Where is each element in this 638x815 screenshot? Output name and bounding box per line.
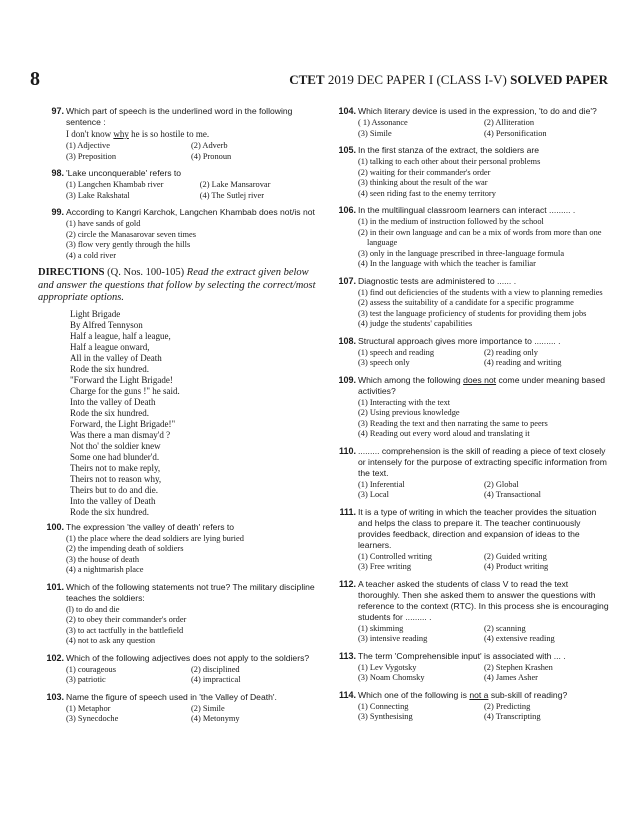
question-97 <box>38 106 316 162</box>
title-mid: 2019 DEC PAPER I (CLASS I-V) <box>324 72 511 87</box>
question-105 <box>330 145 610 199</box>
directions-label: DIRECTIONS <box>38 267 105 278</box>
directions-text: Read the extract given below and answer the questions that follow by selecting the correct/most appropriate options. <box>38 267 316 303</box>
option: (3) Reading the text and then narrating the same to peers <box>358 418 548 428</box>
question-100 <box>38 522 316 576</box>
option: (1) courageous <box>66 664 116 674</box>
option: (1) skimming <box>358 623 404 633</box>
option: (2) Guided writing <box>484 551 547 561</box>
poem-line: Rode the six hundred. <box>70 506 149 517</box>
option: (4) Transcripting <box>484 712 541 721</box>
option: (3) flow very gently through the hills <box>66 240 191 249</box>
question-text: The term 'Comprehensible input' is associated with ... . <box>358 650 566 661</box>
poem-line: Not tho' the soldier knew <box>70 440 161 451</box>
question-111 <box>330 507 610 573</box>
options <box>358 157 610 199</box>
question-number: 106. <box>338 205 356 215</box>
option: (2) circle the Manasarovar seven times <box>66 229 196 239</box>
sentence-pre: I don't know <box>66 129 114 139</box>
option: (2) Predicting <box>484 701 531 711</box>
poem-line: Into the valley of Death <box>70 495 156 506</box>
question-text: In the multilingual classroom learners can interact ......... . <box>358 205 576 215</box>
option: (3) speech only <box>358 358 410 367</box>
question-number: 99. <box>51 207 64 217</box>
option: (4) not to ask any question <box>66 636 156 645</box>
option: (4) The Sutlej river <box>199 190 264 200</box>
question-text: Name the figure of speech used in 'the Valley of Death'. <box>66 691 277 702</box>
option: (3) test the language proficiency of students for providing them jobs <box>358 308 587 318</box>
options <box>358 348 610 369</box>
question-number: 98. <box>51 168 64 178</box>
question-text: In the first stanza of the extract, the soldiers are <box>358 145 540 155</box>
options <box>358 663 610 684</box>
question-text: A teacher asked the students of class V to read the text thoroughly. Then she asked them to answer the questions with reference to the context (RTC). In this process she is encouraging students for ......... . <box>358 578 609 622</box>
options <box>66 534 316 576</box>
option: (4) seen riding fast to the enemy territory <box>358 188 496 198</box>
question-number: 114. <box>338 689 356 700</box>
question-113 <box>330 651 610 684</box>
poem-line: "Forward the Light Brigade! <box>70 374 173 385</box>
option: (1) in the medium of instruction followed by the school <box>358 217 544 226</box>
options <box>66 665 316 686</box>
page-header <box>30 68 608 94</box>
question-number: 105. <box>338 145 356 155</box>
option: (4) Reading out every word aloud and translating it <box>358 429 530 438</box>
options <box>358 217 610 270</box>
question-number: 107. <box>338 275 356 286</box>
question-text-underlined: does not <box>463 374 497 385</box>
options <box>358 480 610 501</box>
question-104 <box>330 106 610 139</box>
option: (2) reading only <box>484 347 538 357</box>
option: (1) talking to each other about their personal problems <box>358 157 541 166</box>
option: (2) scanning <box>484 623 526 633</box>
option: (3) Synthesising <box>358 712 413 721</box>
option: (2) assess the suitability of a candidate for a specific programme <box>358 298 574 307</box>
question-text-post: come under meaning based activities? <box>358 374 606 396</box>
sentence-post: he is so hostile to me. <box>128 129 210 139</box>
question-number: 113. <box>338 650 356 661</box>
option: (1) the place where the dead soldiers are lying buried <box>66 533 244 543</box>
question-108 <box>330 336 610 369</box>
option: (1) Controlled writing <box>358 551 432 561</box>
option: (1) find out deficiencies of the students with a view to planning remedies <box>358 287 603 297</box>
options <box>358 624 610 645</box>
left-column <box>38 106 316 731</box>
question-103 <box>38 692 316 725</box>
title-bold-2: SOLVED PAPER <box>510 72 608 87</box>
option: (1) Interacting with the text <box>358 397 451 407</box>
option: (1) have sands of gold <box>66 219 141 228</box>
directions <box>38 267 316 305</box>
question-102 <box>38 653 316 686</box>
question-text: ......... comprehension is the skill of reading a piece of text closely or intensely for the purpose of extracting specific information from the text. <box>358 445 607 478</box>
option: (4) a nightmarish place <box>66 565 144 574</box>
question-110 <box>330 446 610 501</box>
question-number: 101. <box>46 581 64 592</box>
poem-line: Theirs not to reason why, <box>70 473 162 484</box>
option: (3) intensive reading <box>358 634 428 643</box>
option: (1) Lev Vygotsky <box>358 662 417 672</box>
option: (4) In the language with which the teacher is familiar <box>358 259 536 268</box>
option: (2) Using previous knowledge <box>358 408 460 417</box>
question-number: 97. <box>51 106 64 116</box>
question-98 <box>38 168 316 201</box>
option: (3) Free writing <box>358 562 412 571</box>
question-text-post: sub-skill of reading? <box>488 689 568 700</box>
option: (2) Stephen Krashen <box>484 662 553 672</box>
option: (2) Adverb <box>191 141 228 150</box>
options <box>358 118 610 139</box>
question-text: Structural approach gives more importance to ......... . <box>358 335 561 346</box>
question-text: It is a type of writing in which the teacher provides the situation and helps the class to prepare it. The teacher continuously provides feedback, direction and expansion of ideas to the learners. <box>358 506 597 550</box>
question-109 <box>330 375 610 440</box>
option: (1) speech and reading <box>358 347 435 357</box>
question-114 <box>330 690 610 723</box>
poem-line: Some one had blunder'd. <box>70 451 160 462</box>
option: (3) Noam Chomsky <box>358 673 425 682</box>
options <box>358 552 610 573</box>
option: (3) to act tactfully in the battlefield <box>66 625 184 635</box>
option: (1) Metaphor <box>66 703 111 713</box>
option: (1) Connecting <box>358 701 409 711</box>
question-number: 112. <box>338 578 356 589</box>
poem-line: Theirs not to make reply, <box>70 462 161 473</box>
question-107 <box>330 276 610 330</box>
poem-extract <box>38 309 316 518</box>
option: (4) Metonymy <box>191 714 240 723</box>
question-106 <box>330 205 610 270</box>
question-112 <box>330 579 610 645</box>
page-title <box>289 72 608 88</box>
option: (2) in their own language and can be a mix of words from more than one language <box>358 227 602 247</box>
option: (4) judge the students' capabilities <box>358 319 473 328</box>
poem-line: Half a league onward, <box>70 341 150 352</box>
question-text: Which literary device is used in the expression, 'to do and die'? <box>358 106 597 116</box>
option: (4) impractical <box>191 675 241 684</box>
option: (3) only in the language prescribed in three-language formula <box>358 248 565 258</box>
option: (4) Transactional <box>484 490 541 499</box>
option: (3) the house of death <box>66 554 140 564</box>
option: (4) extensive reading <box>484 634 555 643</box>
question-number: 104. <box>338 106 356 116</box>
options <box>66 141 316 162</box>
option: (4) Product writing <box>484 562 549 571</box>
option: (3) patriotic <box>66 675 106 684</box>
question-text: Which of the following statements not true? The military discipline teaches the soldiers: <box>66 581 315 603</box>
poem-line: All in the valley of Death <box>70 352 162 363</box>
poem-line: Rode the six hundred. <box>70 407 149 418</box>
option: (2) waiting for their commander's order <box>358 167 491 177</box>
option: ( 1) Assonance <box>358 118 408 127</box>
options <box>66 219 316 261</box>
question-number: 109. <box>338 374 356 385</box>
option: (3) Local <box>358 490 389 499</box>
option: (4) a cold river <box>66 250 116 260</box>
question-number: 100. <box>46 521 64 532</box>
question-text-underlined: not a <box>469 689 489 700</box>
poem-line: Half a league, half a league, <box>70 330 171 341</box>
directions-range: (Q. Nos. 100-105) <box>104 267 187 278</box>
question-sentence <box>66 129 316 140</box>
question-text: 'Lake unconquerable' refers to <box>66 168 182 178</box>
right-column <box>330 106 610 729</box>
question-text-pre: Which one of the following is <box>358 689 470 700</box>
question-number: 108. <box>338 335 356 346</box>
option: (3) thinking about the result of the war <box>358 178 488 187</box>
title-bold-1: CTET <box>289 72 325 87</box>
question-101 <box>38 582 316 647</box>
option: (2) the impending death of soldiers <box>66 544 184 553</box>
question-number: 102. <box>46 652 64 663</box>
option: (3) Synecdoche <box>66 714 119 723</box>
page-number: 8 <box>30 68 40 90</box>
poem-line: Into the valley of Death <box>70 396 156 407</box>
option: (3) Simile <box>358 128 392 138</box>
option: (3) Preposition <box>66 151 117 161</box>
poem-line: Forward, the Light Brigade!" <box>70 418 176 429</box>
question-text-pre: Which among the following <box>358 374 464 385</box>
question-text: The expression 'the valley of death' refers to <box>66 521 235 532</box>
options <box>358 398 610 440</box>
sentence-underlined: why <box>113 129 129 139</box>
option: (3) Lake Rakshatal <box>66 190 130 200</box>
question-number: 110. <box>338 445 356 456</box>
option: (4) reading and writing <box>484 358 562 367</box>
question-99 <box>38 207 316 261</box>
options <box>358 288 610 330</box>
options <box>358 702 610 723</box>
question-text: Diagnostic tests are administered to ...... . <box>358 275 517 286</box>
option: (2) to obey their commander's order <box>66 615 187 624</box>
option: (2) Lake Mansarovar <box>199 180 271 189</box>
question-number: 103. <box>46 691 64 702</box>
poem-line: By Alfred Tennyson <box>70 319 143 330</box>
options <box>66 180 316 201</box>
option: (4) James Asher <box>484 673 538 682</box>
option: (1) Inferential <box>358 479 405 489</box>
question-text <box>358 375 610 397</box>
option: (1) Adjective <box>66 141 110 150</box>
question-text: Which of the following adjectives does not apply to the soldiers? <box>66 652 310 663</box>
option: (2) Global <box>484 479 519 489</box>
poem-line: Light Brigade <box>70 308 121 319</box>
options <box>66 605 316 647</box>
option: (2) Alliteration <box>484 118 535 127</box>
option: (4) Pronoun <box>191 151 232 161</box>
option: (1) Langchen Khambab river <box>66 180 164 189</box>
option: (4) Personification <box>484 128 547 138</box>
poem-line: Theirs but to do and die. <box>70 484 158 495</box>
question-text: Which part of speech is the underlined word in the following sentence : <box>66 106 293 127</box>
question-number: 111. <box>339 506 356 517</box>
option: (2) Simile <box>191 703 225 713</box>
option: (2) disciplined <box>191 664 240 674</box>
option: (l) to do and die <box>66 604 120 614</box>
poem-line: Rode the six hundred. <box>70 363 149 374</box>
question-text <box>358 690 610 701</box>
poem-line: Was there a man dismay'd ? <box>70 429 171 440</box>
poem-line: Charge for the guns !" he said. <box>70 385 180 396</box>
options <box>66 704 316 725</box>
question-text: According to Kangri Karchok, Langchen Khambab does not/is not <box>66 207 315 217</box>
